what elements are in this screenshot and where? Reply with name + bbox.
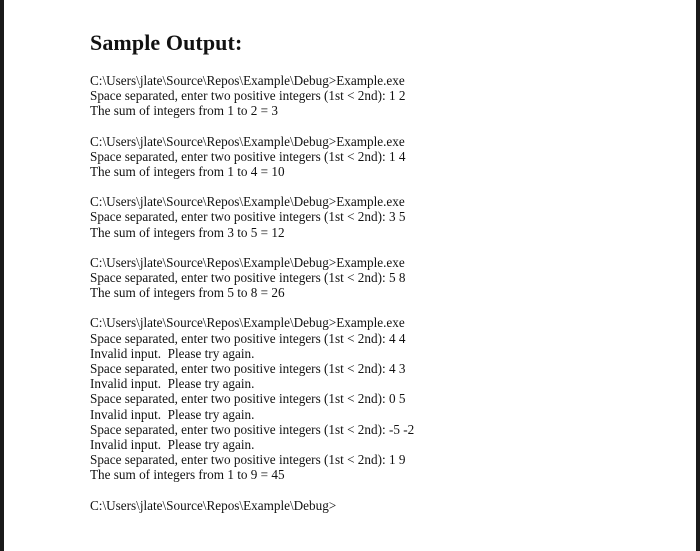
page-heading: Sample Output: — [90, 30, 243, 55]
error-line: Invalid input. Please try again. — [90, 437, 255, 453]
input-line: Space separated, enter two positive integers (1st < 2nd): 3 5 — [90, 209, 406, 225]
prompt-line: C:\Users\jlate\Source\Repos\Example\Debug>Example.exe — [90, 194, 405, 210]
right-page-border — [696, 0, 700, 551]
result-line: The sum of integers from 3 to 5 = 12 — [90, 224, 285, 240]
input-line: Space separated, enter two positive integers (1st < 2nd): 5 8 — [90, 270, 406, 286]
output-block-4 — [90, 255, 670, 301]
input-line: Space separated, enter two positive integers (1st < 2nd): 1 4 — [90, 148, 406, 164]
input-line: Space separated, enter two positive integers (1st < 2nd): 1 9 — [90, 452, 406, 468]
result-line: The sum of integers from 5 to 8 = 26 — [90, 285, 285, 301]
prompt-line: C:\Users\jlate\Source\Repos\Example\Debug> — [90, 497, 337, 513]
prompt-line: C:\Users\jlate\Source\Repos\Example\Debug>Example.exe — [90, 133, 405, 149]
result-line: The sum of integers from 1 to 2 = 3 — [90, 103, 278, 119]
output-block-5 — [90, 315, 670, 482]
prompt-line: C:\Users\jlate\Source\Repos\Example\Debug>Example.exe — [90, 73, 405, 88]
result-line: The sum of integers from 1 to 9 = 45 — [90, 467, 285, 483]
input-line: Space separated, enter two positive integers (1st < 2nd): -5 -2 — [90, 421, 415, 437]
error-line: Invalid input. Please try again. — [90, 406, 255, 422]
error-line: Invalid input. Please try again. — [90, 376, 255, 392]
prompt-line: C:\Users\jlate\Source\Repos\Example\Debug>Example.exe — [90, 315, 405, 331]
input-line: Space separated, enter two positive integers (1st < 2nd): 4 3 — [90, 361, 406, 377]
error-line: Invalid input. Please try again. — [90, 345, 255, 361]
output-block-2 — [90, 134, 670, 180]
input-line: Space separated, enter two positive integers (1st < 2nd): 0 5 — [90, 391, 406, 407]
output-block-1 — [90, 73, 670, 119]
document-page — [90, 30, 670, 528]
prompt-line: C:\Users\jlate\Source\Repos\Example\Debug>Example.exe — [90, 254, 405, 270]
input-line: Space separated, enter two positive integers (1st < 2nd): 4 4 — [90, 330, 406, 346]
left-page-border — [0, 0, 4, 551]
output-block-3 — [90, 194, 670, 240]
input-line: Space separated, enter two positive integers (1st < 2nd): 1 2 — [90, 88, 406, 104]
result-line: The sum of integers from 1 to 4 = 10 — [90, 164, 285, 180]
output-block-6 — [90, 498, 670, 513]
